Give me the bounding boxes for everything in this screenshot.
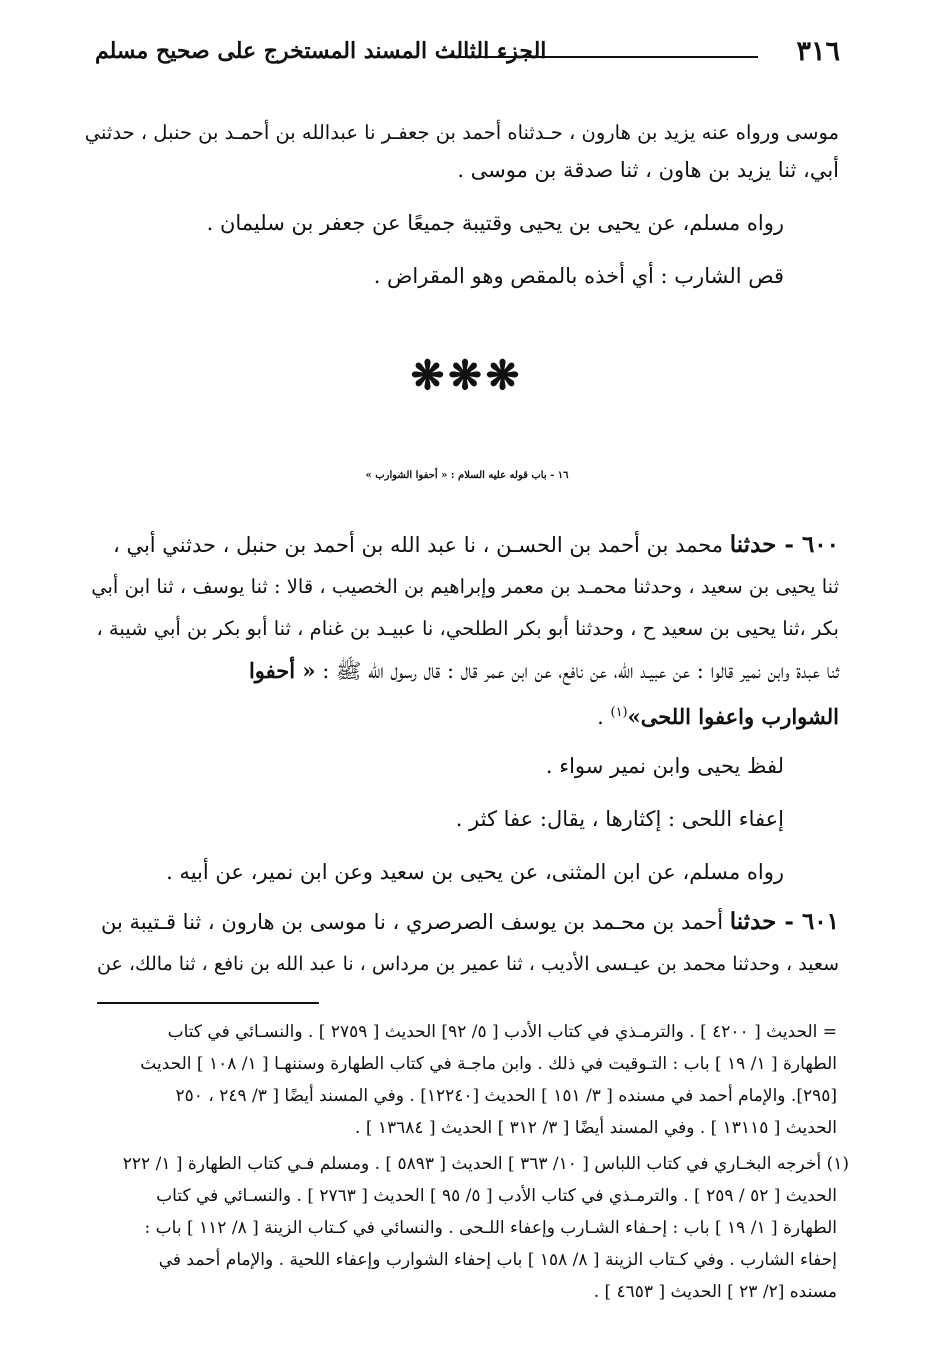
quote-run: الشوارب واعفوا اللحى» [627,704,839,729]
running-header [95,36,840,76]
text-line: ثنا يحيى بن سعيد ، وحدثنا محمـد بن معمر وإبراهيم بن الخصيب ، قالا : ثنا يوسف ، ثنا ابن أبي [91,575,839,598]
section-ornament: ❋❋❋ [410,352,524,399]
text-run: أحمد بن محـمد بن يوسف الصرصري ، نا موسى بن هارون ، ثنا قـتيبة بن [101,910,724,934]
running-title: الجزء الثالث المسند المستخرج على صحيح مسلم [95,38,547,64]
footnote-line: الطهارة [ ١/ ١٩ ] باب : التـوقيت في ذلك . وابن ماجـة في كتاب الطهارة وسننهـا [ ١/ ١٠٨ ] الحديث [140,1054,837,1074]
hadith-601-line-1 [97,907,839,937]
text-line: موسى ورواه عنه يزيد بن هارون ، حـدثناه أحمد بن جعفـر نا عبدالله بن أحمـد بن حنبل ، حدثني [84,121,839,144]
quote-run: « أحفوا [248,658,316,683]
footnote-ref: (١) [610,705,628,720]
text-line: سعيد ، وحدثنا محمد بن عيـسى الأديب ، ثنا عمير بن مرداس ، نا عبد الله بن نافع ، ثنا مالك، عن [97,953,839,975]
text-line: رواه مسلم، عن ابن المثنى، عن يحيى بن سعيد وعن ابن نمير، عن أبيه . [166,860,784,884]
text-line: قص الشارب : أي أخذه بالمقص وهو المقراض . [373,264,784,288]
hadith-600-line-1 [97,530,839,560]
chapter-heading: ١٦ - باب قوله عليه السلام : « أحفوا الشوارب » [365,470,569,481]
footnote-line: الحديث [ ١٣١١٥ ] . وفي المسند أيضًا [ ٣/ ٣١٢ ] الحديث [ ١٣٦٨٤ ] . [355,1118,837,1138]
footnote-line: الطهارة [ ١/ ١٩ ] باب : إحـفاء الشـارب وإعفاء اللـحى . والنسائي في كـتاب الزينة [ ٨/ ١١٢ ] باب : [144,1218,837,1238]
text-line: إعفاء اللحى : إكثارها ، يقال: عفا كثر . [455,807,784,831]
text-line [597,698,839,732]
footnote-separator [97,1002,319,1004]
footnote-line: مسنده [٢/ ٢٣ ] الحديث [ ٤٦٥٣ ] . [593,1282,837,1302]
text-line: بكر ،ثنا يحيى بن سعيد ح ، وحدثنا أبو بكر الطلحي، نا عبيـد بن غنام ، ثنا أبو بكر بن أبي شيبة ، [96,617,839,640]
text-run: محمد بن أحمد بن الحسـن ، نا عبد الله بن أحمد بن حنبل ، حدثني أبي ، [112,533,724,557]
text-line: رواه مسلم، عن يحيى بن يحيى وقتيبة جميعًا عن جعفر بن سليمان . [206,211,784,235]
page-number: ٣١٦ [796,36,840,67]
text-run: ثنا عبدة وابن نمير قالوا : عن عبيـد الله، عن نافع، عن ابن عمر قال : قال رسول الله ﷺ : [322,659,839,683]
text-line: لفظ يحيى وابن نمير سواء . [545,754,784,778]
footnote-line: (١) أخرجه البخـاري في كتاب اللباس [ ١٠/ ٣٦٣ ] الحديث [ ٥٨٩٣ ] . ومسلم فـي كتاب الطهارة [ ١/ ٢٢٢ [122,1154,849,1174]
text-run: . [597,705,611,729]
hadith-number: ٦٠١ - حدثنا [729,908,839,935]
footnote-line: إحفاء الشارب . وفي كـتاب الزينة [ ٨/ ١٥٨ ] باب إحفاء الشوارب وإعفاء اللحية . والإمام أحمد في [158,1250,837,1270]
text-line [97,656,839,686]
hadith-number: ٦٠٠ - حدثنا [729,531,839,558]
footnote-line: = الحديث [ ٤٢٠٠ ] . والترمـذي في كتاب الأدب [ ٥/ ٩٢] الحديث [ ٢٧٥٩ ] . والنسـائي في كتاب [167,1022,837,1042]
text-line: أبي، ثنا يزيد بن هاون ، ثنا صدقة بن موسى . [457,158,839,182]
footnote-line: [٢٩٥]. والإمام أحمد في مسنده [ ٣/ ١٥١ ] الحديث [١٢٢٤٠] . وفي المسند أيضًا [ ٣/ ٢٤٩ ، ٢٥٠ [175,1086,837,1106]
footnote-line: الحديث [ ٥٢ / ٢٥٩ ] . والترمـذي في كتاب الأدب [ ٥/ ٩٥ ] الحديث [ ٢٧٦٣ ] . والنسـائي في كتاب [156,1186,837,1206]
